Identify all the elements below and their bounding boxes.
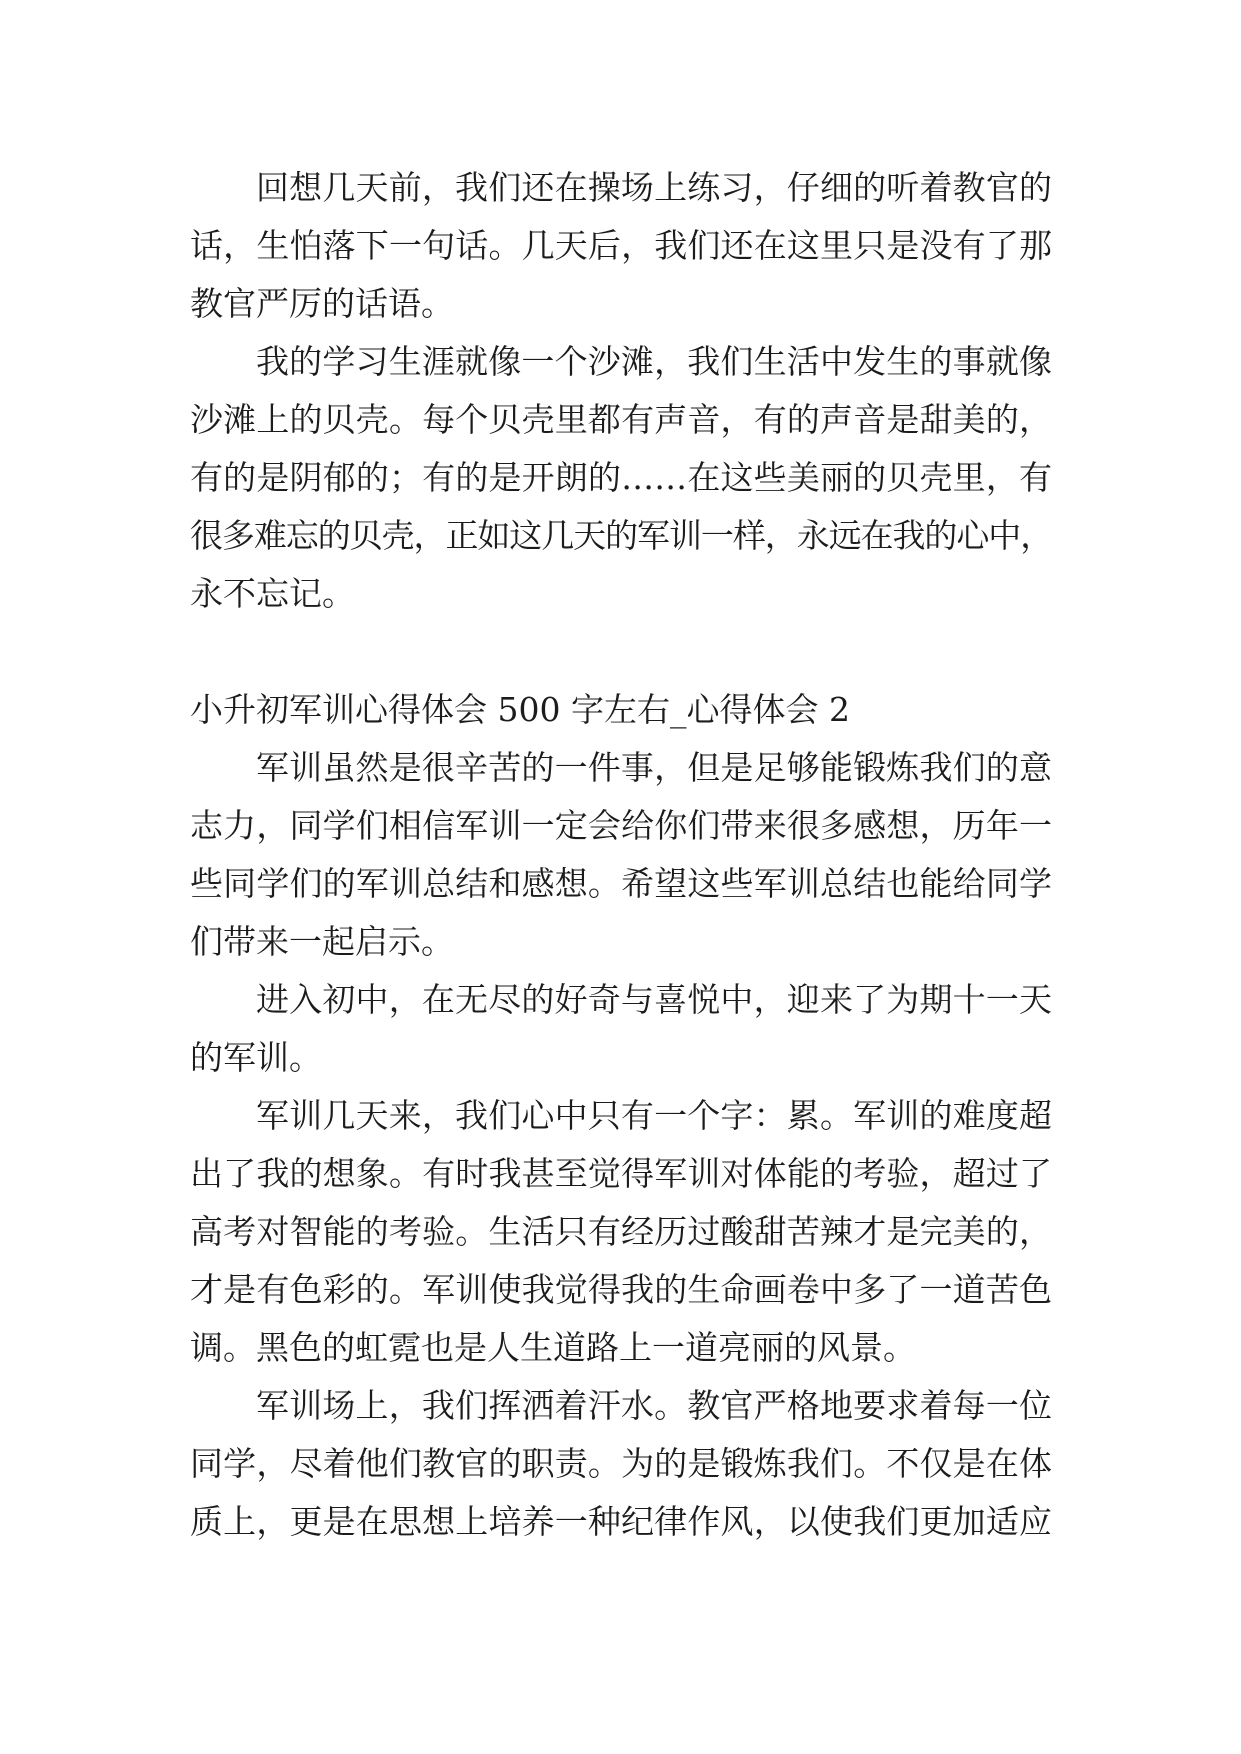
text-line: 军训场上，我们挥洒着汗水。教官严格地要求着每一位 <box>256 1386 1052 1425</box>
text-line: 沙滩上的贝壳。每个贝壳里都有声音，有的声音是甜美的， <box>190 400 1052 439</box>
paragraph <box>190 971 1052 1087</box>
document-body <box>190 159 1052 1551</box>
paragraph <box>190 333 1052 623</box>
text-line: 很多难忘的贝壳，正如这几天的军训一样，永远在我的心中， <box>190 516 1052 555</box>
text-line: 质上，更是在思想上培养一种纪律作风，以使我们更加适应 <box>190 1502 1052 1541</box>
text-line: 教官严厉的话语。 <box>190 284 454 323</box>
text-line: 话，生怕落下一句话。几天后，我们还在这里只是没有了那 <box>190 226 1052 265</box>
text-line: 有的是阴郁的；有的是开朗的……在这些美丽的贝壳里，有 <box>190 458 1052 497</box>
paragraph <box>190 1377 1052 1551</box>
section-heading: 小升初军训心得体会 500 字左右_心得体会 2 <box>190 690 850 729</box>
text-line: 回想几天前，我们还在操场上练习，仔细的听着教官的 <box>256 168 1052 207</box>
text-line: 军训几天来，我们心中只有一个字：累。军训的难度超 <box>256 1096 1052 1135</box>
text-line: 的军训。 <box>190 1038 322 1077</box>
text-line: 永不忘记。 <box>190 574 355 613</box>
paragraph <box>190 1087 1052 1377</box>
text-line: 我的学习生涯就像一个沙滩，我们生活中发生的事就像 <box>256 342 1052 381</box>
text-line: 才是有色彩的。军训使我觉得我的生命画卷中多了一道苦色 <box>190 1270 1052 1309</box>
text-line: 出了我的想象。有时我甚至觉得军训对体能的考验，超过了 <box>190 1154 1052 1193</box>
text-line: 些同学们的军训总结和感想。希望这些军训总结也能给同学 <box>190 864 1052 903</box>
text-line: 同学，尽着他们教官的职责。为的是锻炼我们。不仅是在体 <box>190 1444 1052 1483</box>
text-line: 高考对智能的考验。生活只有经历过酸甜苦辣才是完美的， <box>190 1212 1052 1251</box>
paragraph <box>190 159 1052 333</box>
paragraph <box>190 739 1052 971</box>
blank-line <box>190 623 1052 681</box>
text-line: 进入初中，在无尽的好奇与喜悦中，迎来了为期十一天 <box>256 980 1052 1019</box>
text-line: 志力，同学们相信军训一定会给你们带来很多感想，历年一 <box>190 806 1052 845</box>
text-line: 军训虽然是很辛苦的一件事，但是足够能锻炼我们的意 <box>256 748 1052 787</box>
text-line: 调。黑色的虹霓也是人生道路上一道亮丽的风景。 <box>190 1328 916 1367</box>
text-line: 们带来一起启示。 <box>190 922 454 961</box>
